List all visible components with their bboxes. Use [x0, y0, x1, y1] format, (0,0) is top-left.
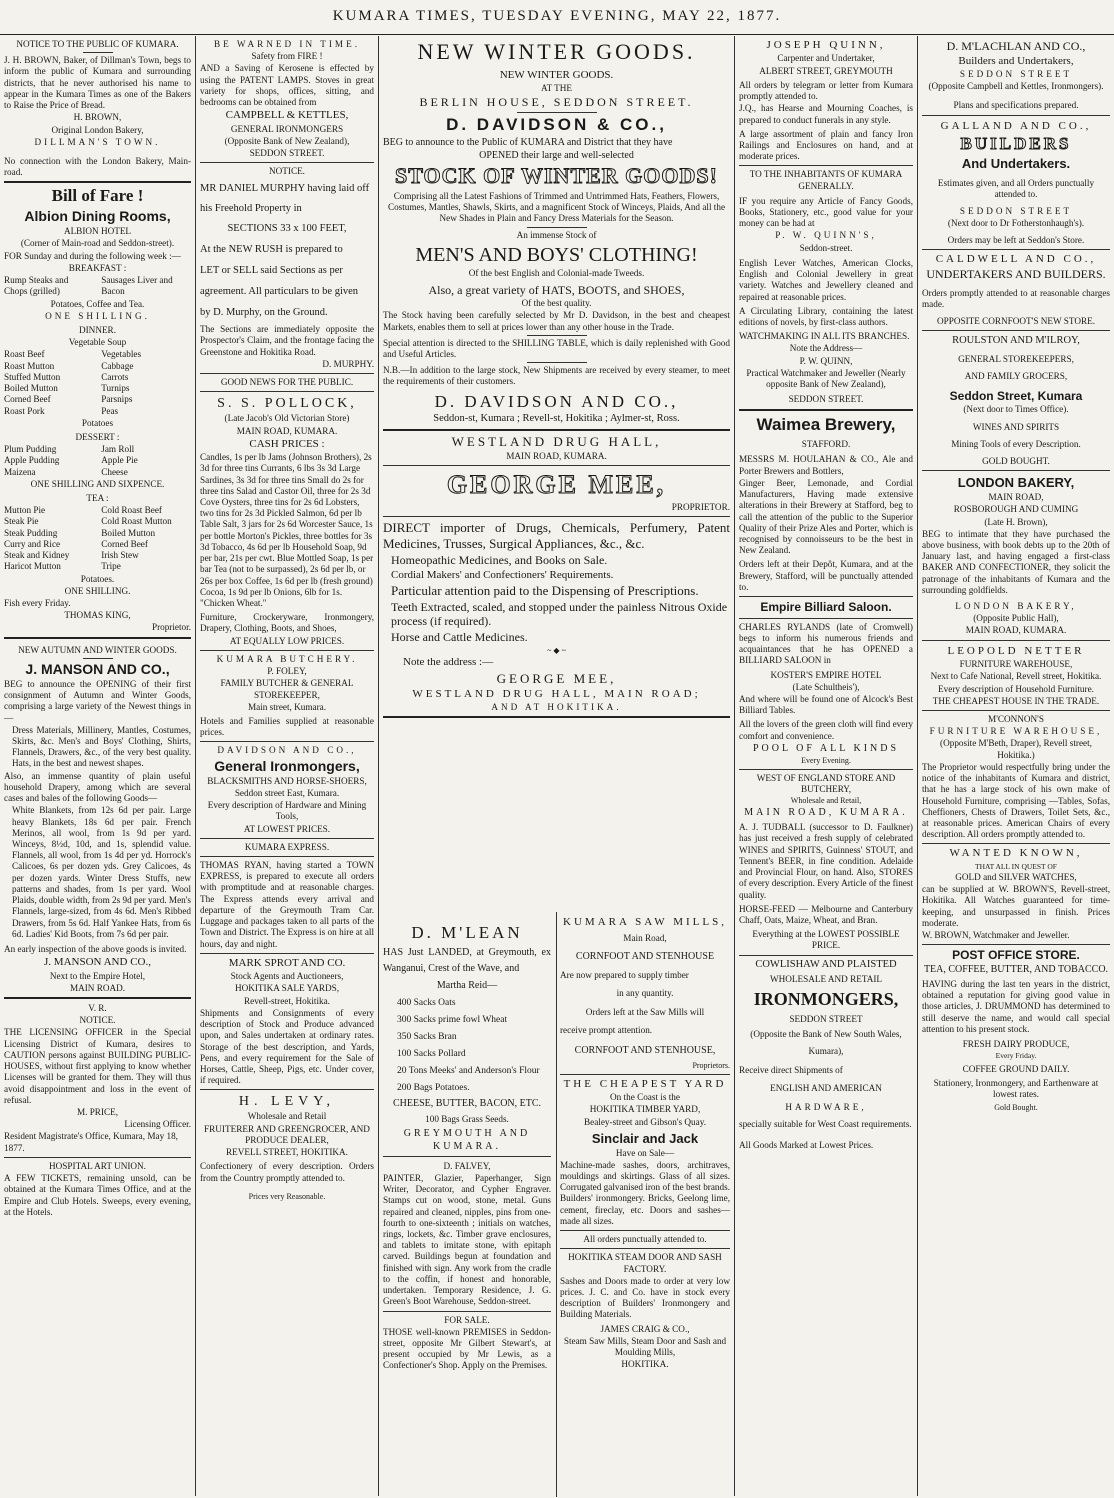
rylands-body: CHARLES RYLANDS (late of Cromwell) begs to inform his numerous friends and acquaintances that he has OPENED a BILLIARD SALOON in: [739, 621, 913, 666]
cowlishaw-eng-am: ENGLISH AND AMERICAN: [770, 1083, 882, 1094]
column-2: [200, 38, 374, 1203]
wanted-that-all: THAT ALL IN QUEST OF: [975, 861, 1057, 871]
davidson-special: Special attention is directed to the SHILLING TABLE, which is daily replenished with Good and Useful Articles.: [383, 337, 730, 359]
davidson-beg: BEG to announce to the Public of KUMARA and District that they have: [383, 136, 673, 148]
notice-heading: NOTICE.: [269, 166, 305, 177]
quinn-title: JOSEPH QUINN,: [766, 39, 886, 51]
pool-line: POOL OF ALL KINDS: [752, 742, 900, 754]
cowlishaw-title: COWLISHAW AND PLAISTED: [755, 958, 897, 970]
price-line: ONE SHILLING.: [45, 310, 150, 321]
davidson-addresses: Seddon-st, Kumara ; Revell-st, Hokitika ; Aylmer-st, Ross.: [433, 413, 680, 425]
notice-heading: NOTICE TO THE PUBLIC OF KUMARA.: [16, 39, 179, 49]
pwquinn-street: Seddon-street.: [799, 242, 853, 253]
pollock-low-prices: AT EQUALLY LOW PRICES.: [229, 635, 345, 646]
mee-particular: Particular attention paid to the Dispensing of Prescriptions.: [391, 582, 699, 598]
column-3a: [383, 915, 551, 1373]
cornfoot-receive: receive prompt attention.: [560, 1025, 653, 1036]
good-news-heading: GOOD NEWS FOR THE PUBLIC.: [220, 377, 354, 388]
murphy-opposite: The Sections are immediately opposite the Prospector's Claim, and the frontage facing the Greenstone and Hokitika Road.: [200, 324, 374, 357]
cowlishaw-street: SEDDON STREET: [789, 1013, 863, 1024]
cowlishaw-hardware: HARDWARE,: [785, 1101, 867, 1112]
london-bakery-late: (Late H. Brown),: [984, 516, 1048, 527]
davidson-comprising: Comprising all the Latest Fashions of Trimmed and Untrimmed Hats, Feathers, Flowers, Costumes, Mantles, Shawls, Skirts, and a magnificent Stock of Winceys, Plaids, And all the New Shades in Plain and Fancy Dress Materials for the Season.: [387, 191, 726, 224]
wanted-known-title: WANTED KNOWN,: [949, 847, 1083, 860]
licensing-notice: THE LICENSING OFFICER in the Special Licensing District of Kumara, desires to CAUTION persons against BUILDING PUBLIC-HOUSES, without first applying to know whether Licenses will be granted for them. They will thus avoid disappointment and loss in the event of refusal.: [4, 1027, 191, 1105]
mlachlan-plans: Plans and specifications prepared.: [953, 100, 1079, 111]
murphy-signature: D. MURPHY.: [322, 358, 374, 369]
roulston-mining: Mining Tools of every Description.: [951, 438, 1081, 449]
galland-orders: Orders may be left at Seddon's Store.: [947, 234, 1085, 245]
mlean-title: D. M'LEAN: [411, 923, 523, 942]
pwquinn-lever: English Lever Watches, American Clocks, English and Colonial Jewellery in great variety. Watches and Jewellery cleaned and repaired at reasonable prices.: [739, 257, 913, 302]
manson-signature: J. MANSON AND CO.,: [44, 956, 151, 969]
roulston-title: ROULSTON AND M'ILROY,: [952, 335, 1080, 347]
art-union-heading: HOSPITAL ART UNION.: [49, 1160, 146, 1171]
rylands-alcock: And where will be found one of Alcock's Best Billiard Tables.: [739, 694, 913, 716]
falvey-body: PAINTER, Glazier, Paperhanger, Sign Writer, Decorator, and Cypher Engraver. Stamps cut on wood, stone, metal. Guns repaired and cleaned, nipples, pins from one-fourth to one-sixteenth ; initials on watches, rings, lockets, &c. Timber grave enclosures, and tablets to imitate stone, with epitaph carved. Buildings begun at foundation and finished with sign. Any work from the cradle to the coffin, if honest and honorable, undertaken. Temporary Residence, J. G. Green's Boot Warehouse, Seddon-street.: [383, 1172, 551, 1307]
mlean-towns: GREYMOUTH AND KUMARA.: [403, 1128, 531, 1152]
post-office-sub: TEA, COFFEE, BUTTER, AND TOBACCO.: [923, 963, 1109, 975]
quinn-railings: A large assortment of plain and fancy Iron Railings and Enclosures on hand, and at moderate prices.: [739, 128, 913, 162]
manson-items: Dress Materials, Millinery, Mantles, Costumes, Skirts, &c. Men's and Boys' Clothing, Shirts, Flannels, Drawers, &c., of the very best quality. Hats, in the best and newest shapes.: [12, 724, 191, 769]
mlean-items: 400 Sacks Oats 300 Sacks prime fowl Wheat 350 Sacks Bran 100 Sacks Pollard 20 Tons Meeks' and Anderson's Flour 200 Bags Potatoes.: [397, 997, 540, 1094]
levy-body: Confectionery of every description. Orders from the Country promptly attended to.: [200, 1161, 374, 1183]
magistrate-office: Resident Magistrate's Office, Kumara, May 18, 1877.: [4, 1131, 178, 1153]
mlean-martha: Martha Reid—: [436, 979, 498, 991]
autumn-heading: NEW AUTUMN AND WINTER GOODS.: [18, 644, 177, 655]
cornfoot-proprietors: Proprietors.: [692, 1060, 730, 1070]
falvey-title: D. FALVEY,: [443, 1160, 491, 1171]
levy-prices: Prices very Reasonable.: [248, 1191, 326, 1201]
davidson-address: Seddon street East, Kumara.: [234, 787, 340, 798]
cowlishaw-marked: All Goods Marked at Lowest Prices.: [739, 1139, 874, 1150]
caldwell-title: CALDWELL AND CO.,: [935, 252, 1097, 265]
stock-winter-goods: STOCK OF WINTER GOODS!: [395, 163, 718, 189]
cash-prices-heading: CASH PRICES :: [249, 437, 325, 450]
wanted-signature: W. BROWN, Watchmaker and Jeweller.: [922, 930, 1070, 941]
mee-address: WESTLAND DRUG HALL, MAIN ROAD;: [412, 687, 701, 700]
murphy-sections: SECTIONS 33 x 100 FEET,: [227, 223, 347, 235]
cornfoot-signature: CORNFOOT AND STENHOUSE,: [574, 1044, 716, 1056]
column-divider: [195, 36, 196, 1496]
mcconnon-body: The Proprietor would respectfully bring under the notice of the inhabitants of Kumara and district, that he has a large stock of his own make of Household Furniture, comprising —Tables, Sofas, Cheffioners, Chests of Drawers, Toilet Sets, &c., at reasonable prices. American Chairs of every description. All orders promptly attended to.: [922, 761, 1110, 840]
sprot-yards: HOKITIKA SALE YARDS,: [234, 983, 340, 994]
netter-title: LEOPOLD NETTER: [947, 644, 1085, 657]
levy-address: REVELL STREET, HOKITIKA.: [226, 1147, 348, 1158]
pwquinn-street2: SEDDON STREET.: [788, 394, 864, 405]
cornfoot-title: CORNFOOT AND STENHOUSE: [575, 950, 715, 962]
houlahan-body: Ginger Beer, Lemonade, and Cordial Manufacturers, Having made extensive alterations in their Brewery at Stafford, beg to call the attention of the public to the Superior Quality of their Prize Ales and Porter, which is recognised by connoisseurs to be the best in New Zealand.: [739, 477, 913, 556]
dinner-heading: DINNER.: [78, 324, 116, 335]
davidson-opened: OPENED their large and well-selected: [479, 150, 634, 161]
manson-road: MAIN ROAD.: [69, 982, 126, 993]
sinclair-title: Sinclair and Jack: [591, 1130, 699, 1146]
davidson-lowest: AT LOWEST PRICES.: [243, 823, 331, 834]
steam-body: Sashes and Doors made to order at very low prices. J. C. and Co. have in stock every description of Builders' Ironmongery and Building Materials.: [560, 1275, 730, 1320]
cowlishaw-suitable: specially suitable for West Coast requirements.: [739, 1119, 912, 1130]
mlean-cheese: CHEESE, BUTTER, BACON, ETC.: [392, 1097, 542, 1109]
price-signature: M. PRICE,: [76, 1107, 119, 1118]
masthead: KUMARA TIMES, TUESDAY EVENING, MAY 22, 1877.: [332, 8, 782, 24]
dinner-soup: Vegetable Soup: [68, 337, 127, 348]
caldwell-address: OPPOSITE CORNFOOT'S NEW STORE.: [936, 316, 1096, 327]
west-england-address: MAIN ROAD, KUMARA.: [744, 807, 908, 819]
timber-address: Bealey-street and Gibson's Quay.: [584, 1116, 706, 1127]
roulston-sub: GENERAL STOREKEEPERS,: [958, 354, 1074, 365]
pwquinn-library: A Circulating Library, containing the latest editions of novels, by first-class authors.: [739, 305, 913, 327]
post-office-dairy: FRESH DAIRY PRODUCE,: [962, 1039, 1070, 1050]
george-mee-proprietor: PROPRIETOR.: [671, 501, 730, 512]
davidson-selected: The Stock having been carefully selected by Mr D. Davidson, in the best and cheapest Markets, enables them to sell at prices lower than any other house in the Trade.: [383, 310, 730, 332]
mee-homeopathic: Homeopathic Medicines, and Books on Sale.: [391, 552, 608, 567]
brown-signature: H. BROWN,: [73, 112, 122, 123]
manson-list: White Blankets, from 12s 6d per pair. Large heavy Blankets, 18s 6d per pair. French Merinos, all wool, from 1s 9d per yard. Winceys, 8½d, 10d, and 1s, splendid value. Flannels, all wool, from 1s 4d per yd. Horrock's Calicoes, 6s per dozen yds. Grey Calicoes, 4s per dozen yards. Winter Dress Stuffs, new patterns and shades, from 1s per yard. Wool Plaids, double width, from 2s 9d per yard. Men's Flannels, large-sized, from 4s 6d. Men's Ribbed Drawers, from 5s 6d. Half Yankee Hats, from 6s 6d. Ladies' Kid Boots, from 7s 6d per pair.: [12, 805, 191, 939]
quinn-orders: All orders by telegram or letter from Kumara promptly attended to.: [739, 79, 913, 102]
manson-title: J. MANSON AND CO.,: [25, 660, 170, 677]
cornfoot-orders: Orders left at the Saw Mills will: [585, 1006, 705, 1017]
netter-household: Every description of Household Furniture.: [938, 683, 1094, 694]
quinn-trade: Carpenter and Undertaker,: [777, 53, 875, 64]
mee-direct: DIRECT importer of Drugs, Chemicals, Perfumery, Patent Medicines, Trusses, Surgical Appliances, &c., &c.: [383, 520, 730, 552]
roulston-street: Seddon Street, Kumara: [949, 388, 1083, 403]
steam-factory: HOKITIKA STEAM DOOR AND SASH FACTORY.: [568, 1252, 722, 1274]
for-sale-heading: FOR SALE.: [444, 1314, 490, 1325]
campbell-address: (Opposite Bank of New Zealand),: [224, 135, 350, 146]
levy-title: H. LEVY,: [238, 1094, 336, 1110]
king-signature: THOMAS KING,: [64, 610, 131, 621]
murphy-let: LET or SELL said Sections as per: [200, 265, 343, 277]
post-office-coffee: COFFEE GROUND DAILY.: [962, 1063, 1070, 1074]
dessert-menu: Plum Pudding Apple Pudding Maizena Jam Roll Apple Pie Cheese: [4, 444, 138, 477]
koster-late: (Late Schultheis'),: [792, 681, 860, 692]
roulston-wines: WINES AND SPIRITS: [972, 421, 1060, 432]
lowest-price: Everything at the LOWEST POSSIBLE PRICE.: [752, 929, 900, 951]
pollock-address: MAIN ROAD, KUMARA.: [236, 425, 338, 436]
column-3: NEW WINTER GOODS. NEW WINTER GOODS. AT THE BERLIN HOUSE, SEDDON STREET. D. DAVIDSON & CO., BEG to announce to the Public of KUMARA and District that they have OPENED their large and well-selected STOCK OF WINTER GOODS! Comprising all the Latest Fashions of Trimmed and Untrimmed Hats, Feathers, Flowers, Costumes, Mantles, Shawls, Skirts, and a magnificent Stock of Winceys, Plaids, And all the New Shades in Plain and Fancy Dress Materials for the Season. An immense Stock of MEN'S AND BOYS' CLOTHING! Of the best English and Colonial-made Tweeds. Also, a great variety of HATS, BOOTS, and SHOES, Of the best quality. The Stock having been carefully selected by Mr D. Davidson, in the best and cheapest Markets, enables them to sell at prices lower than any other house in the Trade. Special attention is directed to the SHILLING TABLE, which is daily replenished with Good and Useful Articles. N.B.—In addition to the large stock, New Shipments are received by every steamer, to meet the requirements of their customers. D. DAVIDSON AND CO., Seddon-st, Kumara ; Revell-st, Hokitika ; Aylmer-st, Ross. WESTLAND DRUG HALL, MAIN ROAD, KUMARA. GEORGE MEE, PROPRIETOR. DIRECT importer of Drugs, Chemicals, Perfumery, Patent Medicines, Trusses, Surgical Appliances, &c., &c. Homeopathic Medicines, and Books on Sale. Cordial Makers' and Confectioners' Requirements. Particular attention paid to the Dispensing of Prescriptions. Teeth Extracted, scaled, and stopped under the painless Nitrous Oxide process (if required). Horse and Cattle Medicines. ~ ◆ ~ Note the address :— GEORGE MEE, WESTLAND DRUG HALL, MAIN ROAD; AND AT HOKITIKA.: [383, 38, 730, 908]
warned-heading: BE WARNED IN TIME.: [213, 39, 361, 49]
levy-sub: Wholesale and Retail: [247, 1111, 327, 1122]
notice-heading: NOTICE.: [79, 1015, 116, 1026]
pollock-furniture: Furniture, Crockeryware, Ironmongery, Drapery, Clothing, Boots, and Shoes,: [200, 612, 374, 634]
winter-goods-title: NEW WINTER GOODS.: [417, 39, 696, 64]
pollock-late: (Late Jacob's Old Victorian Store): [224, 413, 350, 424]
london-bakery-opposite: (Opposite Public Hall),: [973, 613, 1059, 624]
waimea-stafford: STAFFORD.: [801, 439, 851, 450]
column-divider: [734, 36, 735, 1496]
timber-yard: HOKITIKA TIMBER YARD,: [589, 1104, 701, 1115]
rylands-lovers: All the lovers of the green cloth will find every comfort and convenience.: [739, 719, 913, 741]
craig-title: JAMES CRAIG & CO.,: [600, 1323, 690, 1334]
london-bakery-road: MAIN ROAD,: [988, 492, 1044, 503]
inhabitants-heading: TO THE INHABITANTS OF KUMARA GENERALLY.: [749, 169, 903, 191]
post-office-friday: Every Friday.: [995, 1051, 1037, 1061]
pwquinn-practical: Practical Watchmaker and Jeweller (Nearly opposite Bank of New Zealand),: [746, 367, 906, 390]
mlachlan-title: D. M'LACHLAN AND CO.,: [946, 39, 1086, 53]
mee-cordial: Cordial Makers' and Confectioners' Requirements.: [391, 568, 614, 581]
mee-signature: GEORGE MEE,: [496, 670, 617, 686]
manson-inspect: An early inspection of the above goods is invited.: [4, 943, 187, 954]
davidson-nb: N.B.—In addition to the large stock, New Shipments are received by every steamer, to meet the requirements of their customers.: [383, 365, 730, 387]
galland-title: GALLAND AND CO.,: [940, 119, 1092, 132]
davidson-quality: Of the best quality.: [521, 298, 592, 309]
safety-line: Safety from FIRE !: [251, 51, 323, 62]
quinn-address: ALBERT STREET, GREYMOUTH: [759, 65, 893, 76]
netter-sub: FURNITURE WAREHOUSE,: [959, 659, 1073, 670]
sprot-title: MARK SPROT AND CO.: [228, 956, 346, 969]
sinclair-have: Have on Sale—: [615, 1147, 675, 1158]
breakfast-menu: Rump Steaks and Chops (grilled) Sausages Liver and Bacon: [4, 275, 173, 297]
koster-hotel: KOSTER'S EMPIRE HOTEL: [770, 669, 882, 680]
craig-hokitika: HOKITIKA.: [621, 1359, 669, 1370]
breakfast-heading: BREAKFAST :: [68, 262, 127, 273]
mcconnon-title: M'CONNON'S: [988, 713, 1044, 724]
levy-trade: FRUITERER AND GREENGROCER, AND PRODUCE DEALER,: [204, 1123, 370, 1145]
galland-street: SEDDON STREET: [959, 206, 1073, 217]
caldwell-orders: Orders promptly attended to at reasonable charges made.: [922, 287, 1110, 310]
cheapest-coast: On the Coast is the: [610, 1092, 680, 1103]
houlahan-title: MESSRS M. HOULAHAN & CO., Ale and Porter Brewers and Bottlers,: [739, 454, 913, 476]
roulston-next: (Next door to Times Office).: [963, 404, 1069, 415]
saw-mills-title: KUMARA SAW MILLS,: [563, 916, 727, 928]
pwquinn-fancy: IF you require any Article of Fancy Goods, Books, Stationery, etc., good value for your money can be had at: [739, 195, 913, 229]
davidson-sub: General Ironmongers,: [214, 757, 360, 774]
westland-address: MAIN ROAD, KUMARA.: [506, 451, 607, 462]
murphy-agreement: agreement. All particulars to be given: [200, 286, 359, 298]
berlin-house: BERLIN HOUSE, SEDDON STREET.: [419, 95, 694, 110]
mlean-grass: 100 Bags Grass Seeds.: [425, 1113, 509, 1124]
mee-horse: Horse and Cattle Medicines.: [391, 630, 528, 645]
netter-cheapest: THE CHEAPEST HOUSE IN THE TRADE.: [932, 695, 1100, 706]
davidson-signature: D. DAVIDSON AND CO.,: [434, 391, 679, 411]
london-bakery-owners: ROSBOROUGH AND CUMING: [953, 504, 1079, 515]
mee-note: Note the address :—: [403, 656, 494, 669]
column-1: [4, 38, 191, 1219]
horse-feed: HORSE-FEED — Melbourne and Canterbury Chaff, Oats, Maize, Wheat, and Bran.: [739, 903, 913, 925]
price-line: ONE SHILLING.: [64, 585, 131, 596]
column-divider: [917, 36, 918, 1496]
davidson-immense: An immense Stock of: [516, 229, 597, 240]
netter-address: Next to Cafe National, Revell street, Hokitika.: [930, 671, 1102, 682]
pwquinn-signature: P. W. QUINN,: [799, 355, 853, 366]
column-divider: [556, 912, 557, 1497]
cowlishaw-receive: Receive direct Shipments of: [739, 1064, 843, 1075]
tea-heading: TEA :: [86, 493, 109, 504]
manson-also: Also, an immense quantity of plain useful household Drapery, among which are several cases and bales of the following Goods—: [4, 770, 191, 804]
pwquinn-title: P. W. QUINN'S,: [775, 230, 877, 241]
post-office-gold: Gold Bought.: [994, 1103, 1038, 1113]
roulston-gold: GOLD BOUGHT.: [982, 455, 1050, 466]
mcconnon-sub: FURNITURE WAREHOUSE,: [929, 726, 1103, 737]
murphy-ground: by D. Murphy, on the Ground.: [200, 307, 328, 319]
express-heading: KUMARA EXPRESS.: [244, 841, 330, 852]
winter-at-the: AT THE: [540, 83, 573, 94]
davidson-title: DAVIDSON AND CO.,: [217, 745, 357, 756]
wanted-watches: GOLD and SILVER WATCHES,: [955, 871, 1077, 882]
bill-of-fare-title: Bill of Fare !: [51, 186, 144, 206]
cowlishaw-sub: WHOLESALE AND RETAIL: [769, 974, 883, 985]
london-bakery-signature: LONDON BAKERY,: [955, 601, 1077, 612]
roulston-grocers: AND FAMILY GROCERS,: [964, 371, 1068, 382]
mlachlan-street: SEDDON STREET: [959, 69, 1073, 80]
cowlishaw-address: (Opposite the Bank of New South Wales, Kumara),: [750, 1028, 902, 1057]
mens-clothing: MEN'S AND BOYS' CLOTHING!: [415, 243, 698, 266]
dessert-heading: DESSERT :: [75, 431, 120, 442]
post-office-body: HAVING during the last ten years in the district, obtained a reputation for giving good value in those articles, J. DRUMMOND has determined to still deserve the name, and would call special attention to his present stock.: [922, 979, 1110, 1034]
quinn-hearse: J.Q., has Hearse and Mourning Coaches, is prepared to conduct funerals in any style.: [739, 103, 913, 125]
sunday-text: FOR Sunday and during the following week :—: [4, 250, 181, 261]
mlachlan-sub: Builders and Undertakers,: [958, 54, 1074, 67]
cheapest-yard: THE CHEAPEST YARD: [563, 1077, 727, 1090]
campbell-title: CAMPBELL & KETTLES,: [225, 109, 349, 122]
sinclair-body: Machine-made sashes, doors, architraves, mouldings and skirtings. Glass of all sizes. Corrugated galvanised iron of the best brands. Builders' ironmongery. Bricks, Geelong lime, cement, fireclay, etc. Doors and sashes—made all sizes.: [560, 1159, 730, 1226]
murphy-body: MR DANIEL MURPHY having laid off his Freehold Property in: [200, 182, 370, 214]
mee-hokitika: AND AT HOKITIKA.: [491, 702, 622, 713]
tea-potatoes: Potatoes.: [80, 573, 115, 584]
winter-goods-sub: NEW WINTER GOODS.: [499, 68, 614, 81]
mlean-landed: HAS Just LANDED, at Greymouth, ex Wanganui, Crest of the Wave, and: [383, 946, 551, 974]
price-title: Licensing Officer.: [124, 1119, 191, 1130]
west-england-title: WEST OF ENGLAND STORE AND BUTCHERY,: [756, 772, 896, 795]
column-4: [739, 38, 913, 1152]
caldwell-sub: UNDERTAKERS AND BUILDERS.: [926, 267, 1106, 282]
albion-hotel: ALBION HOTEL: [63, 226, 132, 237]
pollock-prices: Candles, 1s per lb Jams (Johnson Brothers), 2s 3d for three tins Currants, 6 lbs 3s 3d Large Sardines, 3s 3d for three tins Small do 2s for three tins Salad and Castor Oil, three for 2s 3d Cove Oysters, three tins for 2s 6d Lobsters, two tins for 2s 3d Pickled Salmon, 6d per lb Table Salt, 3 jars for 2s 6d Worcester Sauce, 1s per bottle Morton's Pickles, three bottles for 3s 3d Tobacco, 4s 6d per lb Household Soap, 9d per bar, 21s per cwt. Blue Mottled Soap, 1s per bar Tea (not to be surpassed), 2s 6d per lb, or 26s per box Coffee, 1s 6d per lb (fresh ground) Cocoa, 1s 9d per lb Onions, 6lb for 1s. "Chicken Wheat.": [200, 452, 374, 609]
brown-note: No connection with the London Bakery, Main-road.: [4, 155, 191, 178]
butchery-owner: P. FOLEY,: [267, 666, 307, 677]
sprot-address: Revell-street, Hokitika.: [244, 995, 330, 1006]
for-sale-body: THOSE well-known PREMISES in Seddon-street, opposite Mr Gilbert Stewart's, at present occupied by Mr Lewis, as a Confectioner's Shop. Apply on the Premises.: [383, 1326, 551, 1371]
craig-mills: Steam Saw Mills, Steam Door and Sash and Moulding Mills,: [563, 1335, 727, 1358]
manson-next: Next to the Empire Hotel,: [49, 970, 146, 981]
houlahan-depot: Orders left at their Depôt, Kumara, and at the Brewery, Stafford, will be punctually attended to.: [739, 559, 913, 592]
butchery-address: Main street, Kumara.: [247, 701, 327, 712]
express-body: THOMAS RYAN, having started a TOWN EXPRESS, is prepared to execute all orders with promptitude and at reasonable charges. The Express attends every arrival and departure of the Greymouth Tram Car. Luggage and packages taken to all parts of the Town and District. The Express is on hire at all hours, day and night.: [200, 860, 374, 949]
campbell-sub: GENERAL IRONMONGERS: [230, 123, 344, 134]
london-bakery-address: MAIN ROAD, KUMARA.: [965, 625, 1067, 636]
pwquinn-watchmaking: WATCHMAKING IN ALL ITS BRANCHES.: [739, 331, 910, 342]
lamps-body: AND a Saving of Kerosene is effected by using the PATENT LAMPS. Stoves in great variety for shops, offices, sitting, and bedrooms can be obtained from: [200, 63, 374, 108]
mlachlan-address: (Opposite Campbell and Kettles, Ironmongers).: [928, 81, 1104, 92]
waimea-title: Waimea Brewery,: [756, 414, 896, 434]
column-divider: [378, 36, 379, 1496]
sprot-sub: Stock Agents and Auctioneers,: [230, 971, 344, 982]
pollock-title: S. S. POLLOCK,: [217, 396, 357, 412]
saw-mills-road: Main Road,: [623, 933, 667, 944]
cornfoot-quantity: in any quantity.: [616, 988, 674, 999]
london-bakery-body: BEG to intimate that they have purchased the above business, with book debts up to the 20th of January last, and having engaged a first-class BAKER AND CONFECTIONER, they solicit the patronage of the inhabitants of Kumara and the surrounding goldfields.: [922, 528, 1110, 595]
sprot-body: Shipments and Consignments of every description of Stock and Produce advanced upon, and Sales undertaken at ordinary rates. Storage of the best description, and Yards, Pens, and every requirement for the Sale of Horses, Cattle, Sheep, Pigs, etc. Under cover, if required.: [200, 1007, 374, 1086]
west-england-sub: Wholesale and Retail,: [790, 796, 862, 806]
pwquinn-note: Note the Address—: [789, 343, 863, 354]
dinner-potatoes: Potatoes: [81, 417, 114, 428]
butchery-hotels: Hotels and Families supplied at reasonable prices.: [200, 715, 374, 738]
masthead-rule: [0, 34, 1114, 35]
post-office-stationery: Stationery, Ironmongery, and Earthenware at lowest rates.: [933, 1077, 1099, 1099]
tudball-body: A. J. TUDBALL (successor to D. Faulkner) has just received a fresh supply of celebrated WINES and SPIRITS, Guinness' STOUT, and Tennent's BEER, in fine condition. Adelaide and Provincial Flour, on hand. Also, STORES of every description. Every Article of the finest quality.: [739, 822, 913, 900]
brown-town: DILLMAN'S TOWN.: [34, 136, 161, 147]
davidson-every: Every description of Hardware and Mining Tools,: [207, 800, 367, 822]
breakfast-drinks: Potatoes, Coffee and Tea.: [50, 298, 145, 309]
post-office-title: POST OFFICE STORE.: [952, 948, 1080, 963]
galland-next: (Next door to Dr Fotherstonhaugh's).: [947, 218, 1085, 229]
art-union-body: A FEW TICKETS, remaining unsold, can be obtained at the Kumara Times Office, and at the Empire and Club Hotels. Sweeps, every evening, at the Hotels.: [4, 1173, 191, 1217]
london-bakery-title: LONDON BAKERY,: [957, 475, 1075, 491]
cornfoot-prepared: Are now prepared to supply timber: [560, 969, 689, 980]
galland-builders: BUILDERS: [960, 134, 1072, 154]
albion-corner: (Corner of Main-road and Seddon-street).: [20, 238, 175, 249]
butchery-title: KUMARA BUTCHERY.: [216, 653, 358, 664]
column-5: [922, 38, 1110, 1114]
manson-body: BEG to announce the OPENING of their first consignment of Autumn and Winter Goods, comprising a large variety of the Newest things in—: [4, 678, 191, 723]
price-line: ONE SHILLING AND SIXPENCE.: [30, 478, 165, 489]
brown-notice: J. H. BROWN, Baker, of Dillman's Town, begs to inform the public of Kumara and surrounding districts, that he never authorised his name to appear in the Kumara Times as one of the Bakers to Raise the Price of Bread.: [4, 55, 191, 111]
wanted-body: can be supplied at W. BROWN'S, Revell-street, Hokitika. All Watches guaranteed for time-keeping, and unsurpassed in finish. Prices moderate.: [922, 884, 1110, 928]
murphy-rush: At the NEW RUSH is prepared to: [200, 244, 343, 256]
billiard-title: Empire Billiard Saloon.: [760, 600, 892, 615]
albion-title: Albion Dining Rooms,: [24, 208, 171, 225]
brown-subtitle: Original London Bakery,: [51, 124, 144, 135]
galland-undertakers: And Undertakers.: [961, 155, 1071, 171]
ironmongers-title: IRONMONGERS,: [753, 988, 899, 1009]
davidson-tweeds: Of the best English and Colonial-made Tweeds.: [468, 268, 645, 279]
tea-menu: Mutton Pie Steak Pie Steak Pudding Curry and Rice Steak and Kidney Haricot Mutton Cold Roast Beef Cold Roast Mutton Boiled Mutton Corned Beef Irish Stew Tripe: [4, 505, 172, 572]
king-title: Proprietor.: [151, 622, 191, 633]
royal-crest-line: V. R.: [88, 1003, 107, 1014]
westland-drug-hall: WESTLAND DRUG HALL,: [451, 434, 662, 450]
pool-evening: Every Evening.: [801, 756, 851, 766]
butchery-sub: FAMILY BUTCHER & GENERAL STOREKEEPER,: [220, 678, 354, 700]
davidson-blacksmiths: BLACKSMITHS AND HORSE-SHOERS,: [207, 775, 367, 786]
mee-teeth: Teeth Extracted, scaled, and stopped under the painless Nitrous Oxide process (if required).: [391, 599, 728, 629]
fish-note: Fish every Friday.: [4, 598, 71, 608]
mcconnon-address: (Opposite M'Beth, Draper), Revell street, Hokitika.): [940, 738, 1092, 760]
galland-estimates: Estimates given, and all Orders punctually attended to.: [937, 177, 1095, 199]
column-3b: [560, 915, 730, 1372]
campbell-street: SEDDON STREET.: [249, 148, 325, 159]
dinner-menu: Roast Beef Roast Mutton Stuffed Mutton Boiled Mutton Corned Beef Roast Pork Vegetables Cabbage Carrots Turnips Parsnips Peas: [4, 349, 142, 416]
davidson-also: Also, a great variety of HATS, BOOTS, and SHOES,: [428, 282, 685, 297]
sinclair-orders: All orders punctually attended to.: [583, 1234, 707, 1245]
davidson-co-title: D. DAVIDSON & CO.,: [446, 115, 667, 135]
george-mee-title: GEORGE MEE,: [446, 470, 667, 500]
